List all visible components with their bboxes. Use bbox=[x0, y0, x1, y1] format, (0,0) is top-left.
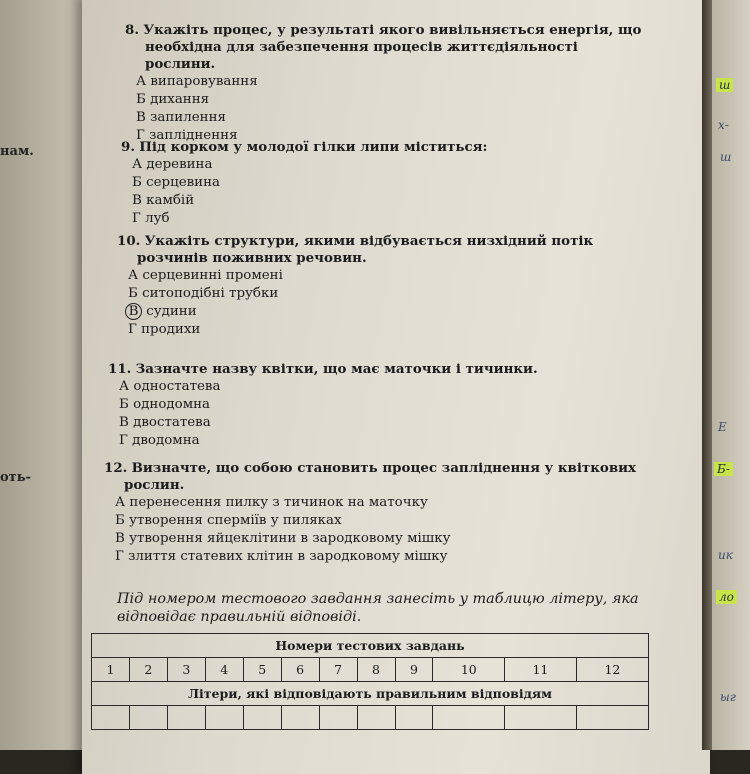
answer-option: Г дводомна bbox=[119, 433, 200, 448]
answer-option: А перенесення пилку з тичинок на маточку bbox=[115, 495, 428, 510]
answer-option: Г злиття статевих клітин в зародковому мішку bbox=[115, 549, 448, 564]
question-number: 8. bbox=[125, 22, 139, 38]
task-number-cell: 3 bbox=[167, 658, 205, 682]
task-number-cell: 11 bbox=[505, 658, 577, 682]
answer-option: В утворення яйцеклітини в зародковому мішку bbox=[115, 531, 451, 546]
question-text: Укажіть процес, у результаті якого вивільняється енергія, що необхідна для забезпечення процесів життєдіяльності рослини. bbox=[143, 22, 642, 72]
question-number: 9. bbox=[121, 139, 135, 155]
answer-option: Г продихи bbox=[128, 322, 201, 337]
question-10 bbox=[117, 233, 647, 339]
answer-letter-cell[interactable] bbox=[576, 706, 648, 730]
answer-table bbox=[91, 633, 649, 730]
answer-letter-cell[interactable] bbox=[319, 706, 357, 730]
answer-option: А випаровування bbox=[136, 74, 258, 89]
answer-option: Г луб bbox=[132, 211, 170, 226]
right-note: Б- bbox=[714, 462, 733, 476]
answer-letter-cell[interactable] bbox=[205, 706, 243, 730]
task-number-cell: 2 bbox=[129, 658, 167, 682]
answer-letter-cell[interactable] bbox=[243, 706, 281, 730]
answer-option: Г запліднення bbox=[136, 128, 238, 143]
table-header-numbers: Номери тестових завдань bbox=[92, 634, 649, 658]
right-note: ш bbox=[720, 150, 732, 164]
circle-mark: В bbox=[125, 303, 142, 320]
right-note: Е bbox=[718, 420, 727, 434]
question-12 bbox=[104, 460, 654, 566]
question-text: Під корком у молодої гілки липи міститься: bbox=[139, 139, 488, 155]
table-header-letters: Літери, які відповідають правильним відповідям bbox=[92, 682, 649, 706]
task-number-cell: 12 bbox=[576, 658, 648, 682]
answer-option: А серцевинні промені bbox=[128, 268, 283, 283]
question-text: Визначте, що собою становить процес запліднення у квіткових рослин. bbox=[124, 460, 637, 493]
task-number-cell: 7 bbox=[319, 658, 357, 682]
right-note: ик bbox=[718, 548, 733, 562]
question-number: 11. bbox=[108, 361, 132, 377]
answer-option: Б ситоподібні трубки bbox=[128, 286, 279, 301]
question-11 bbox=[108, 361, 648, 450]
left-page-fragment: нам. bbox=[0, 144, 34, 159]
answer-option: Б дихання bbox=[136, 92, 210, 107]
answer-option-selected: В судини bbox=[117, 303, 647, 321]
question-9 bbox=[121, 139, 641, 228]
table-row-numbers bbox=[92, 658, 649, 682]
right-note: ыг bbox=[720, 690, 736, 704]
instruction-text: Під номером тестового завдання занесіть у таблицю літеру, яка відповідає правильній відповіді. bbox=[117, 591, 639, 625]
answer-letter-cell[interactable] bbox=[281, 706, 319, 730]
task-number-cell: 1 bbox=[92, 658, 130, 682]
answer-letter-cell[interactable] bbox=[129, 706, 167, 730]
answer-letter-cell[interactable] bbox=[433, 706, 505, 730]
answer-option: Б однодомна bbox=[119, 397, 211, 412]
task-number-cell: 10 bbox=[433, 658, 505, 682]
question-number: 10. bbox=[117, 233, 141, 249]
answer-option: Б утворення спермiїв у пиляках bbox=[115, 513, 342, 528]
answer-letter-cell[interactable] bbox=[357, 706, 395, 730]
right-note: ш bbox=[716, 78, 733, 92]
right-note: х- bbox=[718, 118, 729, 132]
answer-option: В запилення bbox=[136, 110, 226, 125]
question-text: Зазначте назву квітки, що має маточки і тичинки. bbox=[135, 361, 538, 377]
task-number-cell: 4 bbox=[205, 658, 243, 682]
question-8 bbox=[125, 22, 645, 145]
task-number-cell: 6 bbox=[281, 658, 319, 682]
left-page-fragment: оть- bbox=[0, 470, 31, 485]
task-number-cell: 5 bbox=[243, 658, 281, 682]
answer-letter-cell[interactable] bbox=[167, 706, 205, 730]
right-page bbox=[712, 0, 750, 750]
task-number-cell: 8 bbox=[357, 658, 395, 682]
answer-letter-cell[interactable] bbox=[395, 706, 433, 730]
answer-letter-cell[interactable] bbox=[92, 706, 130, 730]
answer-option: А одностатева bbox=[119, 379, 221, 394]
answer-option: В камбій bbox=[132, 193, 195, 208]
answer-option: В двостатева bbox=[119, 415, 211, 430]
answer-option: А деревина bbox=[132, 157, 213, 172]
task-number-cell: 9 bbox=[395, 658, 433, 682]
answer-option: Б серцевина bbox=[132, 175, 221, 190]
table-row-letters bbox=[92, 706, 649, 730]
question-number: 12. bbox=[104, 460, 128, 476]
question-text: Укажіть структури, якими відбувається низхідний потік розчинів поживних речовин. bbox=[137, 233, 594, 266]
answer-letter-cell[interactable] bbox=[505, 706, 577, 730]
right-note: ло bbox=[716, 590, 737, 604]
